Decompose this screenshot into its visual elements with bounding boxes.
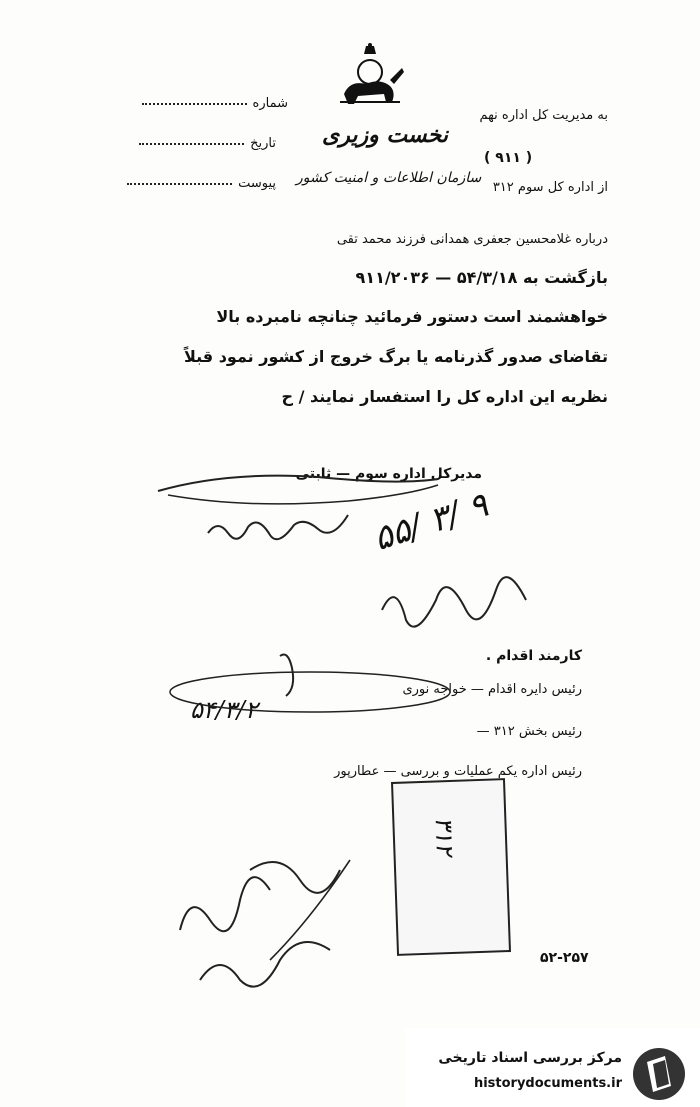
date-label: تاریخ (250, 136, 276, 151)
signature-scribble-2 (376, 540, 556, 650)
watermark-band (405, 1028, 700, 1107)
watermark-title: مرکز بررسی اسناد تاریخی (438, 1050, 622, 1066)
org-name: سازمان اطلاعات و امنیت کشور (296, 170, 482, 186)
number-label: شماره (252, 96, 288, 111)
code-number: ( ۹۱۱ ) (484, 150, 533, 166)
archive-logo-icon (631, 1046, 687, 1102)
reference-line: بازگشت به ۵۴/۳/۱۸ — ۹۱۱/۲۰۳۶ (355, 268, 608, 287)
from-line: از اداره کل سوم ۳۱۲ (492, 180, 608, 195)
subject-line: درباره غلامحسین جعفری همدانی فرزند محمد تقی (336, 232, 608, 247)
receipt-stamp (391, 778, 511, 956)
body-line-1: خواهشمند است دستور فرمائید چنانچه نامبرده بالا (216, 307, 608, 326)
attachment-label: پیوست (238, 176, 276, 191)
routing-dept-head: رئیس دایره اقدام — خواجه نوری (402, 682, 582, 697)
date-field (139, 143, 244, 145)
document-number: ۵۲-۲۵۷ (540, 950, 589, 966)
body-line-2: تقاضای صدور گذرنامه یا برگ خروج از کشور نمود قبلاً (183, 347, 608, 366)
handwritten-note-1: ۵۵/ ۳/ ۹ (368, 484, 493, 560)
watermark-url: historydocuments.ir (473, 1076, 622, 1091)
attachment-field (127, 183, 232, 185)
signatory-title: مدیرکل اداره سوم — ثابتی (295, 466, 482, 482)
handwritten-date: ۵۴/۳/۲ (190, 696, 258, 724)
signature-scribble-3 (160, 648, 460, 728)
to-line: به مدیریت کل اداره نهم (479, 108, 608, 123)
routing-ops-head: رئیس اداره یکم عملیات و بررسی — عطارپور (334, 764, 582, 779)
lion-and-sun-emblem (330, 42, 410, 112)
routing-section-head: رئیس بخش ۳۱۲ — (476, 724, 582, 739)
signature-scribble-4 (160, 830, 370, 1010)
stamp-text: ۳۱۲ (429, 816, 459, 857)
ministry-title: نخست وزیری (322, 122, 448, 148)
number-field (142, 103, 247, 105)
routing-officer: کارمند اقدام . (485, 648, 582, 664)
body-line-3: نظریه این اداره کل را استفسار نمایند / ح (281, 387, 608, 406)
